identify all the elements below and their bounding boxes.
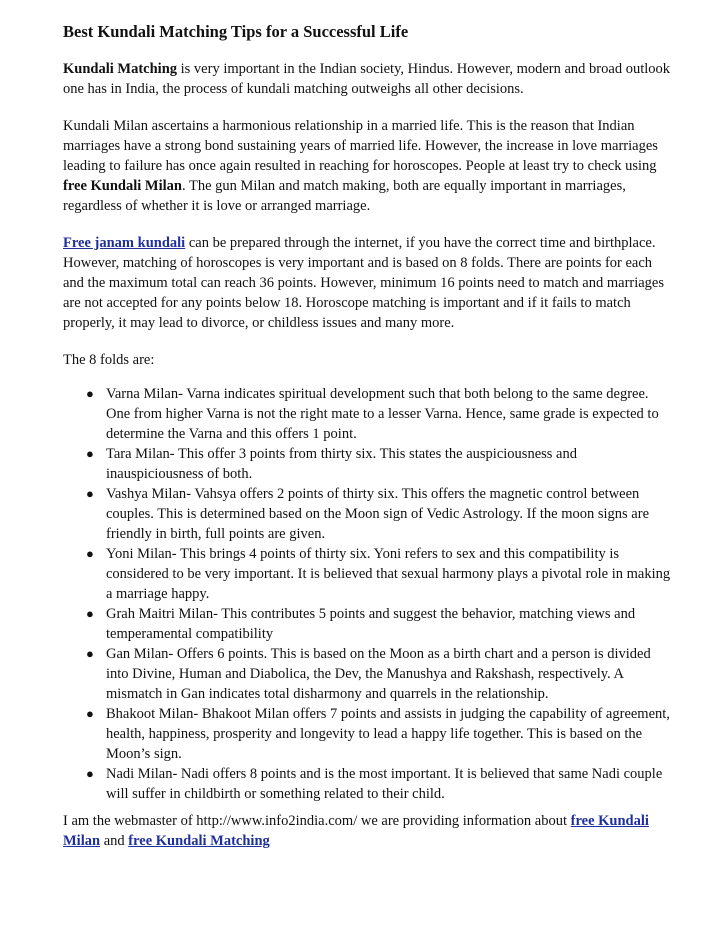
list-item: [86, 384, 675, 444]
bullet-icon: ●: [86, 646, 94, 661]
free-kundali-milan-bold: free Kundali Milan: [63, 178, 182, 194]
bullet-icon: ●: [86, 546, 94, 561]
paragraph-kundali-milan: [63, 116, 675, 216]
bullet-icon: ●: [86, 766, 94, 781]
kundali-matching-bold: Kundali Matching: [63, 61, 178, 77]
list-item: [86, 644, 675, 704]
paragraph-kundali-milan-text-a: Kundali Milan ascertains a harmonious relationship in a married life. This is the reason that Indian marriages have a strong bond sustaining years of married life. However, the increase in love marriages leading to failure has once again resulted in reaching for horoscopes. People at least try to check using: [63, 118, 658, 174]
folds-intro: The 8 folds are:: [63, 352, 155, 368]
bullet-icon: ●: [86, 486, 94, 501]
list-item-text: Vashya Milan- Vahsya offers 2 points of thirty six. This offers the magnetic control between couples. This is determined based on the Moon sign of Vedic Astrology. If the moon signs are friendly in birth, full points are given.: [106, 486, 649, 542]
free-kundali-matching-link[interactable]: free Kundali Matching: [128, 833, 270, 849]
paragraph-footer-text-a: I am the webmaster of http://www.info2india.com/ we are providing information about: [63, 813, 571, 829]
free-janam-kundali-link[interactable]: Free janam kundali: [63, 235, 186, 251]
bullet-icon: ●: [86, 606, 94, 621]
paragraph-kundali-milan-text-b: . The gun Milan and match making, both are equally important in marriages, regardless of whether it is love or arranged marriage.: [63, 178, 626, 214]
bullet-icon: ●: [86, 706, 94, 721]
list-item: [86, 704, 675, 764]
list-item-text: Tara Milan- This offer 3 points from thirty six. This states the auspiciousness and inauspiciousness of both.: [106, 446, 577, 482]
paragraph-janam-kundali-text: can be prepared through the internet, if you have the correct time and birthplace. However, matching of horoscopes is very important and is based on 8 folds. There are points for each and the maximum total can reach 36 points. However, minimum 16 points need to match and marriages are not accepted for any points below 18. Horoscope matching is important and if it fails to match properly, it may lead to divorce, or childless issues and many more.: [63, 235, 665, 331]
list-item-text: Gan Milan- Offers 6 points. This is based on the Moon as a birth chart and a person is divided into Divine, Human and Diabolica, the Dev, the Manushya and Rakshash, respectively. A mismatch in Gan indicates total disharmony and quarrels in the relationship.: [106, 646, 651, 702]
bullet-icon: ●: [86, 386, 94, 401]
paragraph-janam-kundali: [63, 233, 675, 333]
list-item: [86, 484, 675, 544]
document-page: [63, 14, 675, 868]
list-item: [86, 764, 675, 804]
paragraph-intro: [63, 59, 675, 99]
list-item-text: Varna Milan- Varna indicates spiritual development such that both belong to the same degree. One from higher Varna is not the right mate to a lesser Varna. Hence, same grade is expected to determine the Varna and this offers 1 point.: [106, 386, 659, 442]
folds-list: [63, 384, 675, 804]
paragraph-footer: [63, 811, 675, 851]
list-item: [86, 544, 675, 604]
paragraph-intro-text: is very important in the Indian society, Hindus. However, modern and broad outlook one has in India, the process of kundali matching outweighs all other decisions.: [63, 61, 671, 97]
bullet-icon: ●: [86, 446, 94, 461]
list-item-text: Bhakoot Milan- Bhakoot Milan offers 7 points and assists in judging the capability of agreement, health, happiness, prosperity and longevity to lead a happy life together. This is based on the Moon’s sign.: [106, 706, 670, 762]
document-title: Best Kundali Matching Tips for a Successful Life: [63, 22, 409, 41]
free-kundali-milan-link[interactable]: free Kundali Milan: [63, 813, 649, 849]
list-item-text: Grah Maitri Milan- This contributes 5 points and suggest the behavior, matching views and temperamental compatibility: [106, 606, 636, 642]
paragraph-footer-text-b: and: [100, 833, 129, 849]
list-item: [86, 604, 675, 644]
list-item-text: Nadi Milan- Nadi offers 8 points and is the most important. It is believed that same Nadi couple will suffer in childbirth or something related to their child.: [106, 766, 663, 802]
list-item-text: Yoni Milan- This brings 4 points of thirty six. Yoni refers to sex and this compatibility is considered to be very important. It is believed that sexual harmony plays a pivotal role in making a marriage happy.: [106, 546, 671, 602]
list-item: [86, 444, 675, 484]
